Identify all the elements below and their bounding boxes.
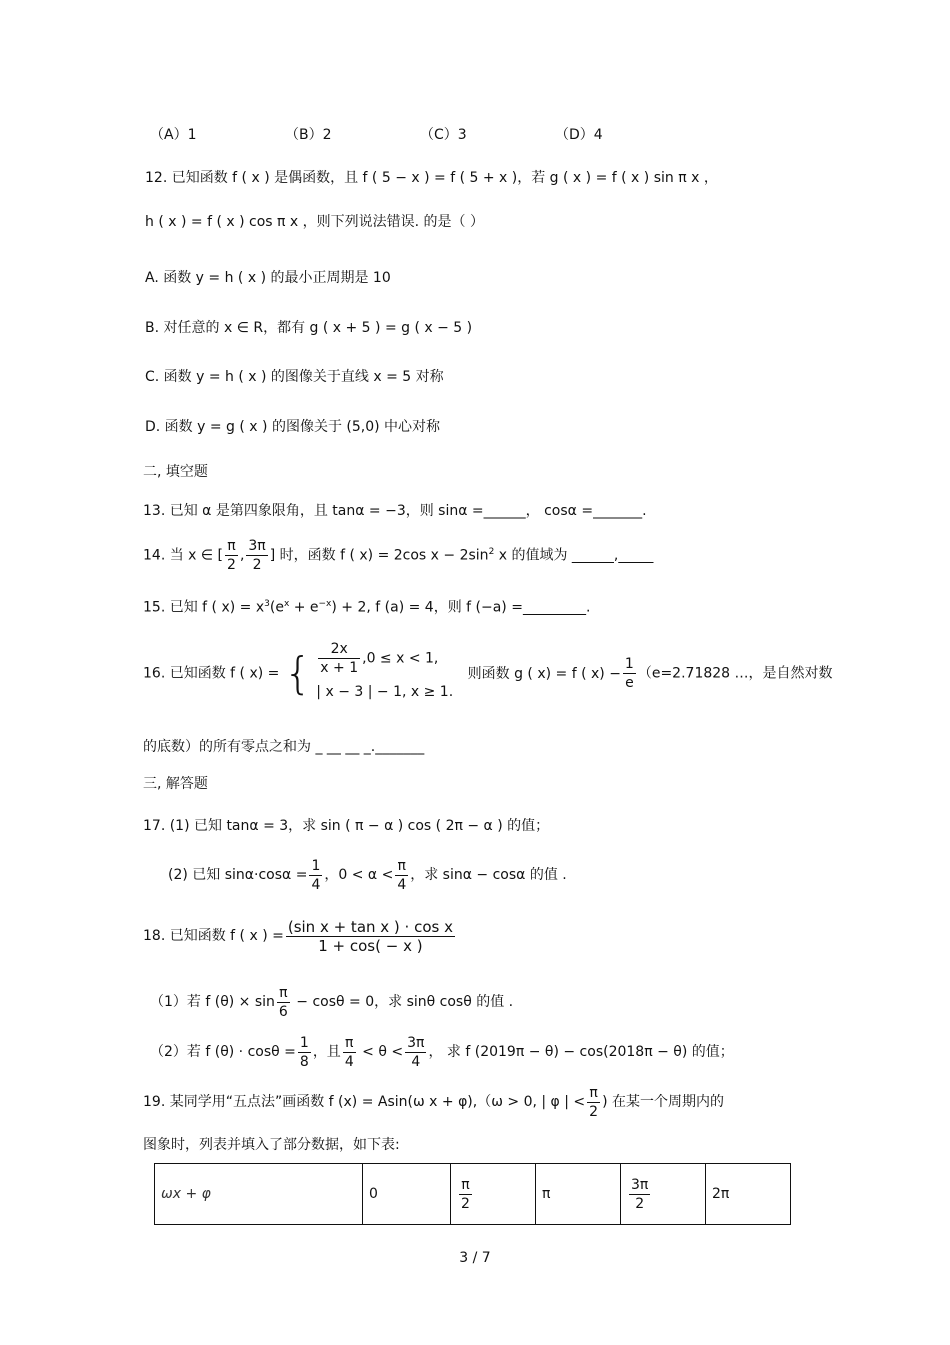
q14-text: 14. 当 x ∈ [ $\frac{\pi}{2}$ , $\frac{3\pi}{2}$ ] 时，函数 f ( x) = 2cos $x - 2\sin^2$ x 的值域为 ______,_____: [143, 538, 654, 574]
q17-part2: (2) 已知 sinα·cosα = $\frac{1}{4}$ ，0 < α < $\frac{\pi}{4}$ ，求 sinα − cosα 的值 .: [168, 857, 567, 893]
q12-option-d: D. 函数 y = g ( x ) 的图像关于 (5,0) 中心对称: [145, 419, 441, 435]
q12-option-b: B. 对任意的 x ∈ R，都有 g ( x + 5 ) = g ( x − 5 ): [145, 320, 473, 336]
table-cell: $\frac{3\pi}{2}$: [621, 1164, 706, 1225]
section-heading-solutions: 三, 解答题: [143, 776, 208, 792]
table-header-cell: ωx + φ: [155, 1164, 363, 1225]
q13-text: 13. 已知 α 是第四象限角，且 tanα = −3，则 sinα =______， cosα =_______.: [143, 503, 647, 519]
q12-line1: 12. 已知函数 f ( x ) 是偶函数，且 f ( 5 − x ) = f ( 5 + x )，若 g ( x ) = f ( x ) sin π x ，: [145, 170, 718, 186]
table-row: [155, 1164, 791, 1225]
piecewise-brace: {: [283, 647, 312, 699]
q12-option-a: A. 函数 y = h ( x ) 的最小正周期是 10: [145, 270, 391, 286]
q14-fraction-3pi-2: $\frac{3\pi}{2}$: [248, 538, 266, 574]
page-number: 3 / 7: [459, 1250, 491, 1266]
q11-option-c: （C）3: [420, 127, 467, 143]
q17-part1: 17. (1) 已知 tanα = 3，求 sin ( π − α ) cos ( 2π − α ) 的值；: [143, 818, 550, 834]
q11-option-b: （B）2: [285, 127, 332, 143]
table-cell: π: [536, 1164, 621, 1225]
q18-part2: （2）若 f (θ) · cosθ = $\frac{1}{8}$ ，且 $\frac{\pi}{4}$ < θ < $\frac{3\pi}{4}$ ， 求 f (2019π − θ) − cos(2018π − θ) 的值；: [150, 1034, 734, 1070]
table-cell: $\frac{\pi}{2}$: [451, 1164, 536, 1225]
q18-definition: 18. 已知函数 f ( x ) = $\frac{\text{(sin x + tan x ) · cos x}}{1 + \cos( - x )}$: [143, 917, 453, 955]
q11-option-a: （A）1: [150, 127, 197, 143]
q12-line2: h ( x ) = f ( x ) cos π x ，则下列说法错误. 的是（ ）: [145, 214, 484, 230]
table-cell: 2π: [706, 1164, 791, 1225]
q11-option-d: （D）4: [555, 127, 603, 143]
table-cell: 0: [363, 1164, 451, 1225]
q14-fraction-pi-2: $\frac{\pi}{2}$: [227, 538, 236, 574]
q18-part1: （1）若 f (θ) × sin $\frac{\pi}{6}$ − cosθ = 0，求 sinθ cosθ 的值 .: [150, 984, 514, 1020]
five-point-table: [154, 1163, 791, 1225]
q15-text: 15. 已知 f ( $x) = x^3(e^x + e^{-x}) + 2$, f (a) = 4，则 f (−a) =_________.: [143, 599, 591, 616]
q16-text: 16. 已知函数 f ( x) = { $\frac{2x}{x + 1}$ ,0 ≤ x < 1, | x − 3 | − 1, x ≥ 1. 则函数 g ( x) = f ( x) − $\frac{1}{e}$ （e=2.71828 …，是自然对数: [143, 640, 833, 707]
section-heading-fill-in: 二, 填空题: [143, 464, 208, 480]
q19-line1: 19. 某同学用“五点法”画函数 f (x) = Asin(ω x + φ),（ω > 0, | φ | < $\frac{\pi}{2}$ ) 在某一个周期内的: [143, 1084, 724, 1120]
q19-line2: 图象时，列表并填入了部分数据，如下表:: [143, 1137, 400, 1153]
q16-line2: 的底数）的所有零点之和为 _ __ __ _._______: [143, 739, 425, 755]
piecewise-cases: $\frac{2x}{x + 1}$ ,0 ≤ x < 1, | x − 3 | − 1, x ≥ 1.: [316, 641, 454, 700]
q12-option-c: C. 函数 y = h ( x ) 的图像关于直线 x = 5 对称: [145, 369, 444, 385]
